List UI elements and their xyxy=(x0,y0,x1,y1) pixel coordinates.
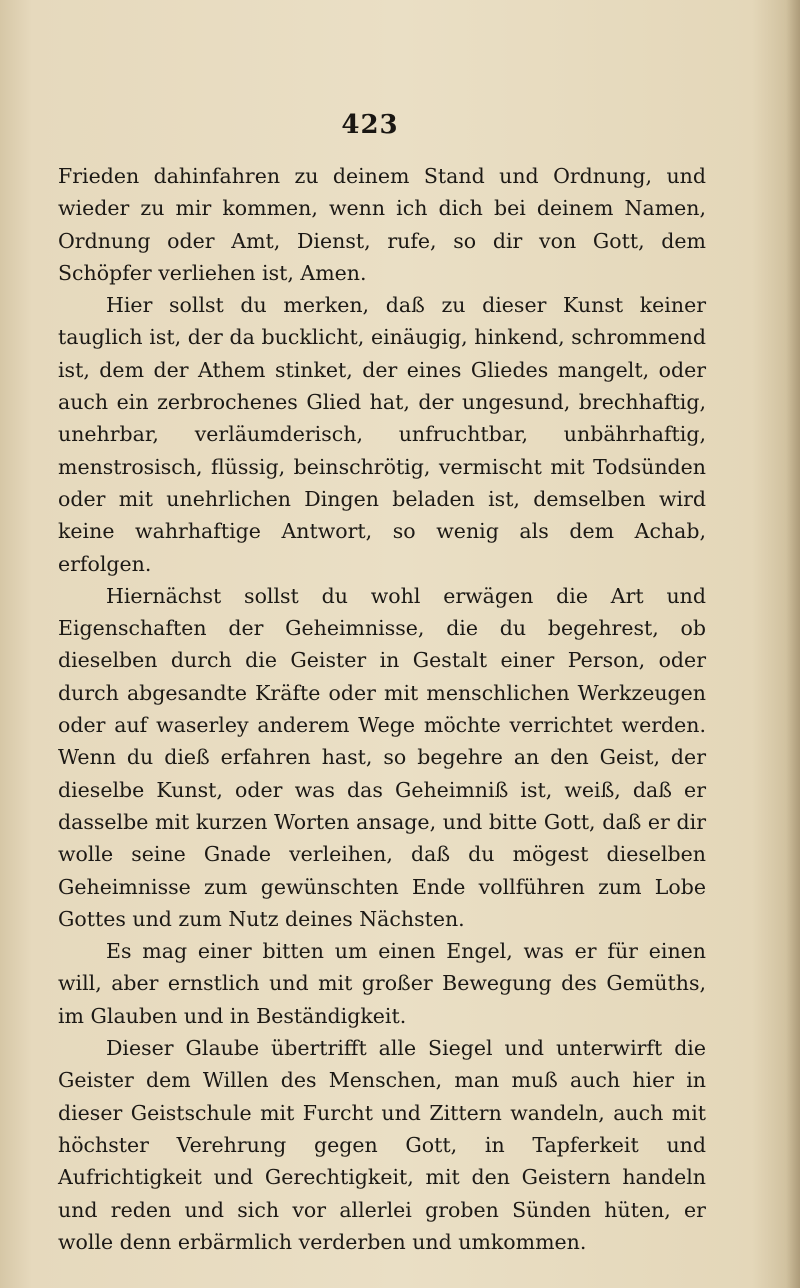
paragraph-consideration: Hiernächst sollst du wohl erwägen die Art und Eigenschaften der Geheimnisse, die du begehrest, ob dieselben durch die Geister in Gestalt einer Person, oder durch abgesandte Kräfte oder mit menschlichen Werkzeugen oder auf waserley anderem Wege möchte verrichtet werden. Wenn du dieß erfahren hast, so begehre an den Geist, der dieselbe Kunst, oder was das Geheimniß ist, weiß, daß er dasselbe mit kurzen Worten ansage, und bitte Gott, daß er dir wolle seine Gnade verleihen, daß du mögest dieselben Geheimnisse zum gewünschten Ende vollführen zum Lobe Gottes und zum Nutz deines Nächsten. xyxy=(58,583,706,931)
page-edge-shadow xyxy=(786,0,800,1288)
paragraph-faith: Dieser Glaube übertrifft alle Siegel und unterwirft die Geister dem Willen des Menschen, man muß auch hier in dieser Geistschule mit Furcht und Zittern wandeln, auch mit höchster Verehrung gegen Gott, in Tapferkeit und Aufrichtigkeit und Gerechtigkeit, mit den Geistern handeln und reden und sich vor allerlei groben Sünden hüten, er wolle denn erbärmlich verderben und umkommen. xyxy=(58,1036,706,1254)
paragraph-suitability: Hier sollst du merken, daß zu dieser Kunst keiner tauglich ist, der da bucklicht, einäugig, hinkend, schrommend ist, dem der Athem stinket, der eines Gliedes mangelt, oder auch ein zerbrochenes Glied hat, der ungesund, brechhaftig, unehrbar, verläumderisch, unfruchtbar, unbährhaftig, menstrosisch, flüssig, beinschrötig, vermischt mit Todsünden oder mit unehrlichen Dingen beladen ist, demselben wird keine wahrhaftige Antwort, so wenig als dem Achab, erfolgen. xyxy=(58,293,706,576)
paragraph-continuation: Frieden dahinfahren zu deinem Stand und Ordnung, und wieder zu mir kommen, wenn ich dich bei deinem Namen, Ordnung oder Amt, Dienst, rufe, so dir von Gott, dem Schöpfer verliehen ist, Amen. xyxy=(58,164,706,285)
body-text xyxy=(58,160,706,1258)
page-number: 423 xyxy=(341,110,399,140)
paragraph-angel-request: Es mag einer bitten um einen Engel, was er für einen will, aber ernstlich und mit großer Bewegung des Gemüths, im Glauben und in Beständigkeit. xyxy=(58,939,706,1028)
